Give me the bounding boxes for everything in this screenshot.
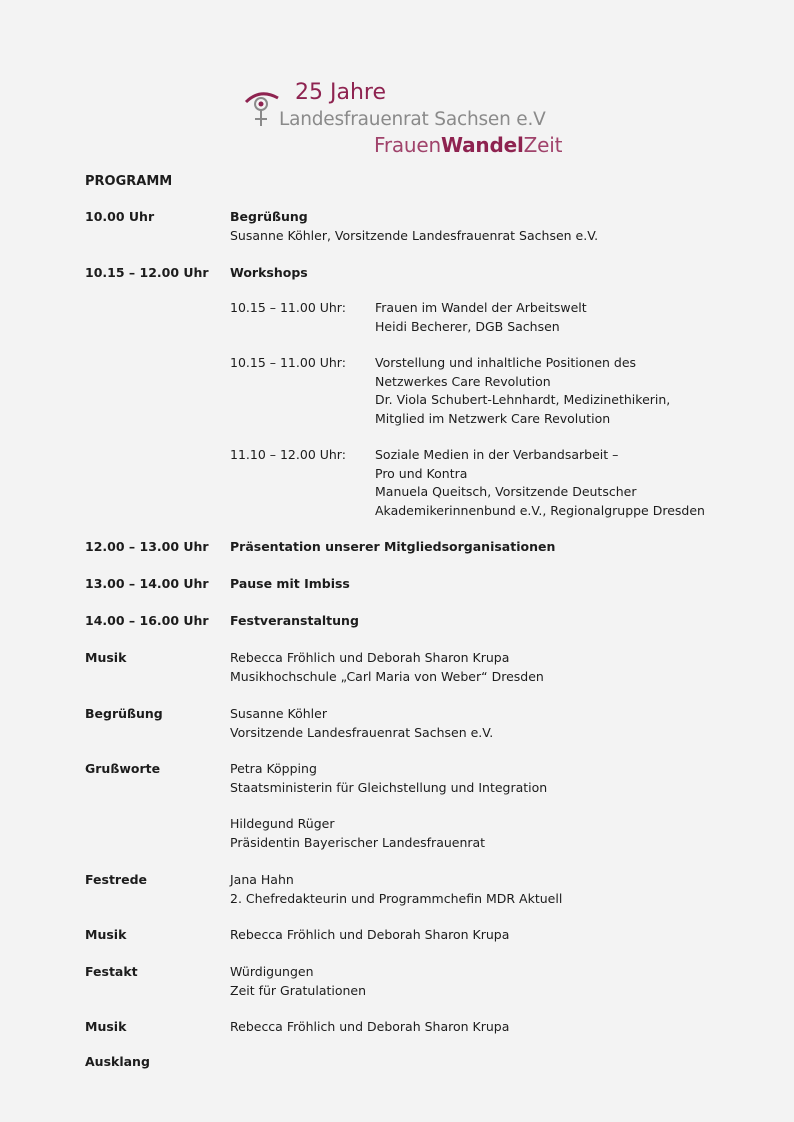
entry-content — [230, 208, 598, 245]
entry-content — [230, 871, 562, 908]
entry-line: Rebecca Fröhlich und Deborah Sharon Krupa — [230, 927, 510, 942]
entry-line: Zeit für Gratulationen — [230, 982, 367, 998]
workshop-description — [375, 446, 705, 520]
workshop-description — [375, 354, 670, 428]
entry-line: Susanne Köhler — [230, 706, 327, 721]
entry-time: 10.15 – 12.00 Uhr — [85, 265, 209, 280]
entry-time: Begrüßung — [85, 706, 163, 721]
workshop-line: Soziale Medien in der Verbandsarbeit – — [375, 447, 619, 462]
entry-title: Festveranstaltung — [230, 613, 359, 628]
entry-title: Workshops — [230, 265, 308, 280]
entry-time: Musik — [85, 1019, 127, 1034]
entry-time: 13.00 – 14.00 Uhr — [85, 576, 209, 591]
entry-time: Ausklang — [85, 1054, 150, 1069]
entry-content — [230, 705, 493, 742]
workshop-description — [375, 299, 587, 336]
entry-line: Rebecca Fröhlich und Deborah Sharon Krupa — [230, 650, 510, 665]
entry-content — [230, 963, 366, 1000]
entry-time: 14.00 – 16.00 Uhr — [85, 613, 209, 628]
entry-title: Pause mit Imbiss — [230, 576, 350, 591]
workshop-line: Manuela Queitsch, Vorsitzende Deutscher — [375, 484, 637, 499]
workshop-line: Netzwerkes Care Revolution — [375, 373, 551, 389]
entry-line: Jana Hahn — [230, 872, 294, 887]
entry-content — [230, 926, 509, 945]
entry-time: 10.00 Uhr — [85, 209, 155, 224]
entry-line: Präsidentin Bayerischer Landesfrauenrat — [230, 834, 486, 850]
entry-content — [230, 649, 544, 686]
workshop-line: Heidi Becherer, DGB Sachsen — [375, 318, 560, 334]
entry-line: Würdigungen — [230, 964, 314, 979]
workshop-line: Frauen im Wandel der Arbeitswelt — [375, 300, 587, 315]
entry-content — [230, 1018, 509, 1037]
entry-title: Begrüßung — [230, 209, 308, 224]
entry-content — [230, 575, 350, 594]
entry-line: Petra Köpping — [230, 761, 317, 776]
logo-tag-part1: Frauen — [374, 133, 441, 157]
entry-line: 2. Chefredakteurin und Programmchefin MDR Aktuell — [230, 890, 563, 906]
workshop-line: Mitglied im Netzwerk Care Revolution — [375, 410, 611, 426]
entry-time: Festakt — [85, 964, 138, 979]
page-title: PROGRAMM — [85, 174, 173, 189]
entry-line: Rebecca Fröhlich und Deborah Sharon Krupa — [230, 1019, 510, 1034]
logo-title: 25 Jahre — [295, 80, 386, 105]
logo-tag-part3: Zeit — [523, 133, 563, 157]
workshop-time: 10.15 – 11.00 Uhr: — [230, 300, 346, 315]
entry-line: Hildegund Rüger — [230, 816, 335, 831]
entry-line: Musikhochschule „Carl Maria von Weber“ Dresden — [230, 668, 544, 684]
entry-content — [230, 264, 308, 283]
entry-time: 12.00 – 13.00 Uhr — [85, 539, 209, 554]
entry-title: Präsentation unserer Mitgliedsorganisationen — [230, 539, 556, 554]
workshop-line: Akademikerinnenbund e.V., Regionalgruppe Dresden — [375, 502, 705, 518]
logo-tag-part2: Wandel — [440, 133, 524, 157]
entry-line: Vorsitzende Landesfrauenrat Sachsen e.V. — [230, 724, 494, 740]
logo — [244, 80, 564, 160]
entry-time: Musik — [85, 650, 127, 665]
workshop-line: Vorstellung und inhaltliche Positionen des — [375, 355, 637, 370]
entry-line: Susanne Köhler, Vorsitzende Landesfrauenrat Sachsen e.V. — [230, 227, 599, 243]
entry-content — [230, 815, 485, 852]
venus-eye-logo-icon — [244, 86, 280, 130]
entry-content — [230, 612, 359, 631]
entry-content — [230, 760, 547, 797]
workshop-time: 10.15 – 11.00 Uhr: — [230, 355, 346, 370]
logo-tagline — [374, 133, 562, 157]
entry-line: Staatsministerin für Gleichstellung und Integration — [230, 779, 548, 795]
entry-content — [230, 538, 555, 557]
entry-time: Festrede — [85, 872, 147, 887]
entry-time: Grußworte — [85, 761, 161, 776]
workshop-line: Pro und Kontra — [375, 465, 468, 481]
workshop-time: 11.10 – 12.00 Uhr: — [230, 447, 346, 462]
workshop-line: Dr. Viola Schubert-Lehnhardt, Medizinethikerin, — [375, 392, 671, 407]
logo-subtitle: Landesfrauenrat Sachsen e.V — [279, 109, 546, 130]
entry-time: Musik — [85, 927, 127, 942]
